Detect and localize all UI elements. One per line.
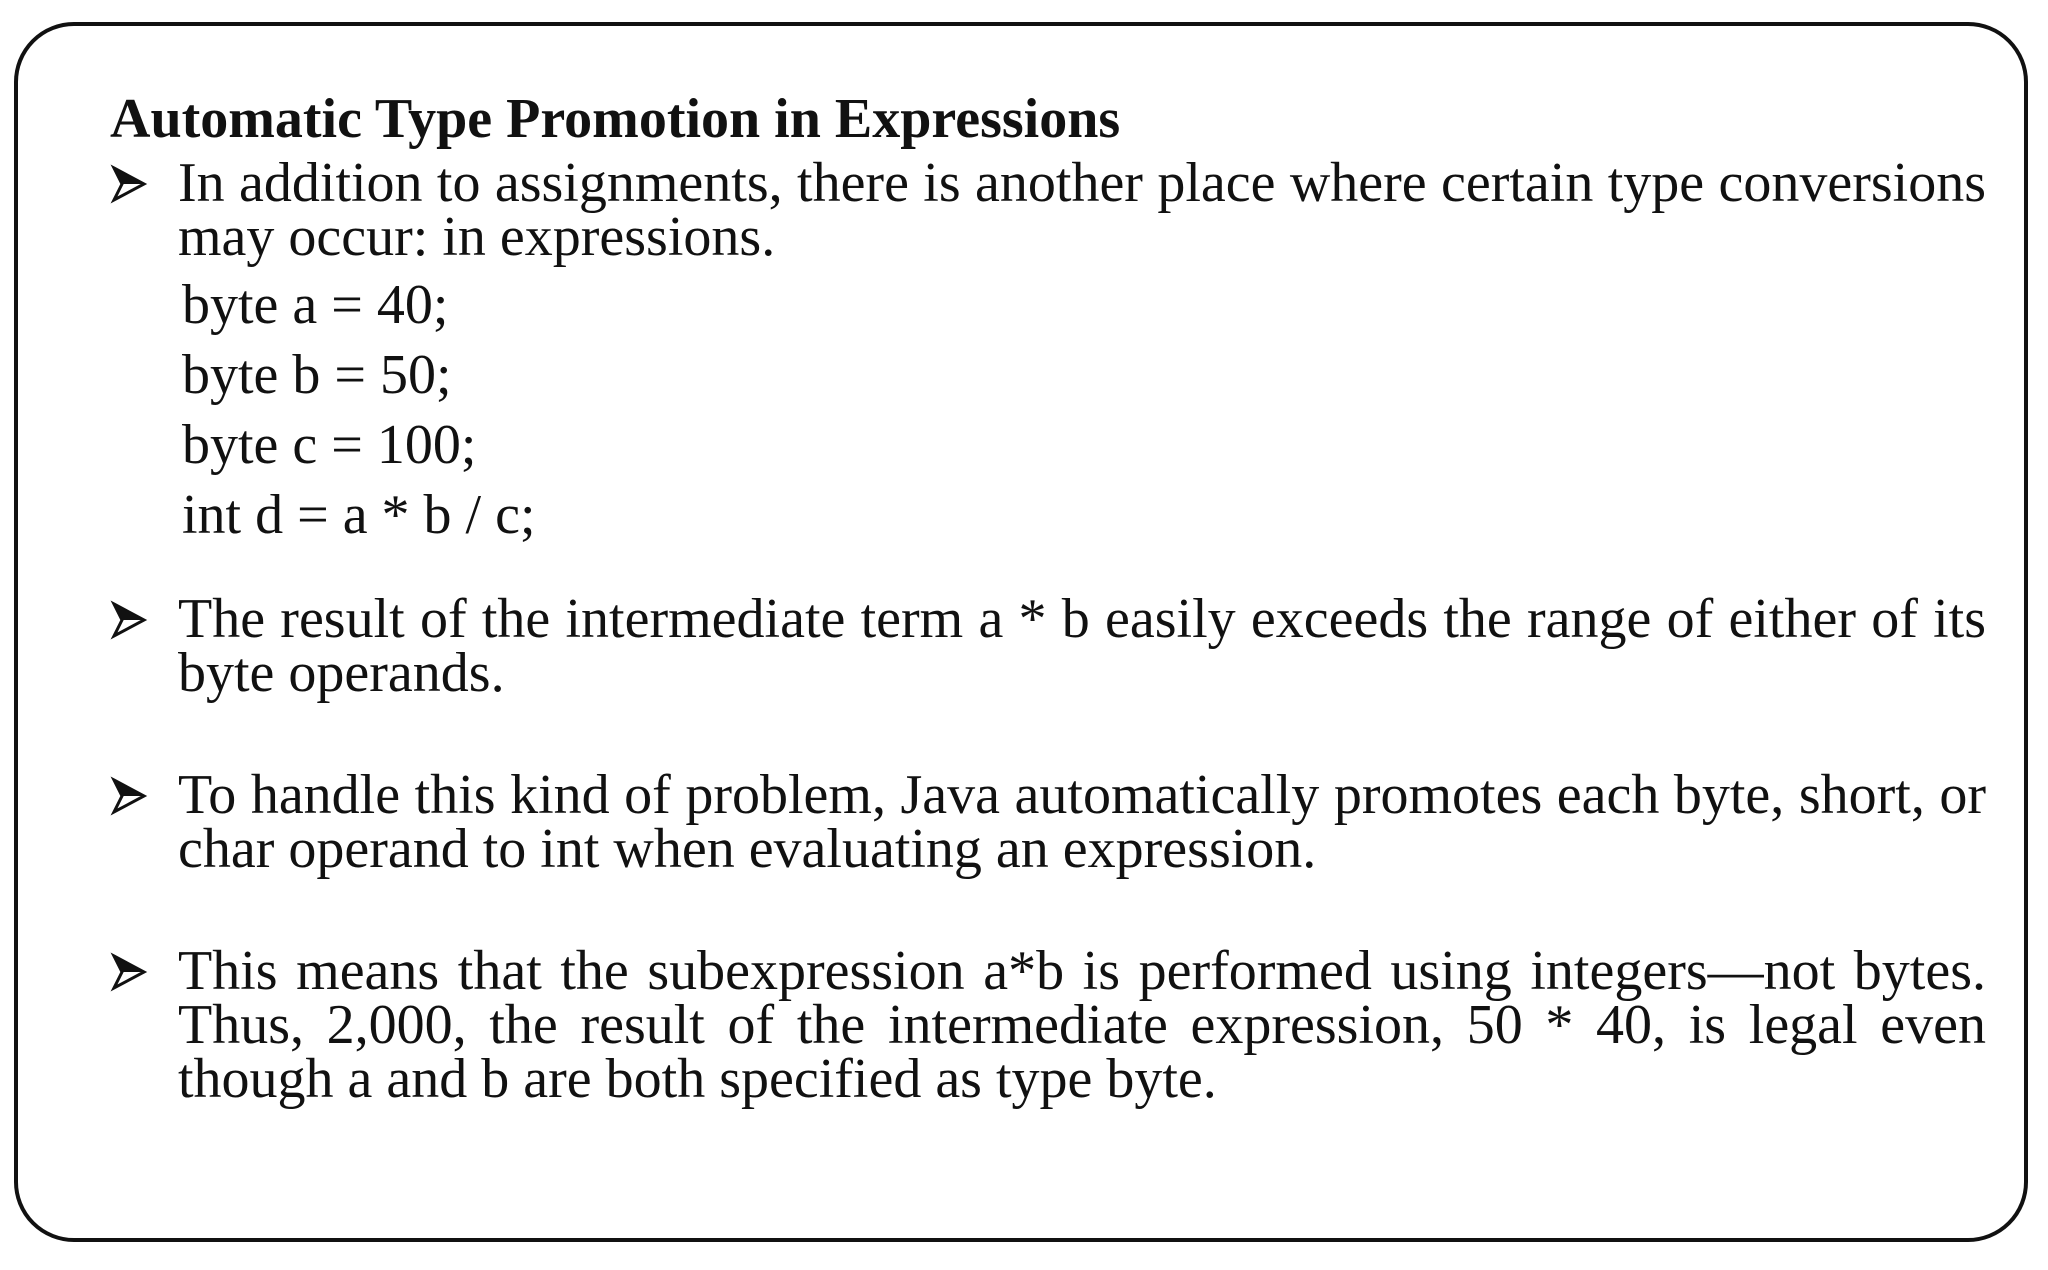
bullet-item — [110, 588, 1986, 704]
arrowhead-bullet-icon — [110, 592, 150, 646]
code-line: byte c = 100; — [182, 414, 477, 476]
code-block — [110, 270, 1986, 550]
code-line: byte a = 40; — [182, 274, 449, 336]
code-line: byte b = 50; — [182, 344, 452, 406]
arrowhead-bullet-icon — [110, 768, 150, 822]
content-frame — [14, 22, 2028, 1242]
bullet-text: In addition to assignments, there is another place where certain type conversions may occur: in expressions. — [178, 152, 1986, 268]
arrowhead-bullet-icon — [110, 156, 150, 210]
content-body — [110, 84, 1986, 1110]
bullet-text: The result of the intermediate term a * b easily exceeds the range of either of its byte operands. — [178, 588, 1986, 704]
page-title: Automatic Type Promotion in Expressions — [110, 88, 1121, 150]
bullet-text: To handle this kind of problem, Java automatically promotes each byte, short, or char operand to int when evaluating an expression. — [178, 764, 1986, 880]
bullet-item — [110, 152, 1986, 268]
bullet-item — [110, 764, 1986, 880]
bullet-item — [110, 940, 1986, 1110]
arrowhead-bullet-icon — [110, 944, 150, 998]
code-line: int d = a * b / c; — [182, 484, 536, 546]
bullet-text: This means that the subexpression a*b is performed using integers—not bytes. Thus, 2,000, the result of the intermediate expression, 50 * 40, is legal even though a and b are both specified as type byte. — [178, 940, 1986, 1110]
